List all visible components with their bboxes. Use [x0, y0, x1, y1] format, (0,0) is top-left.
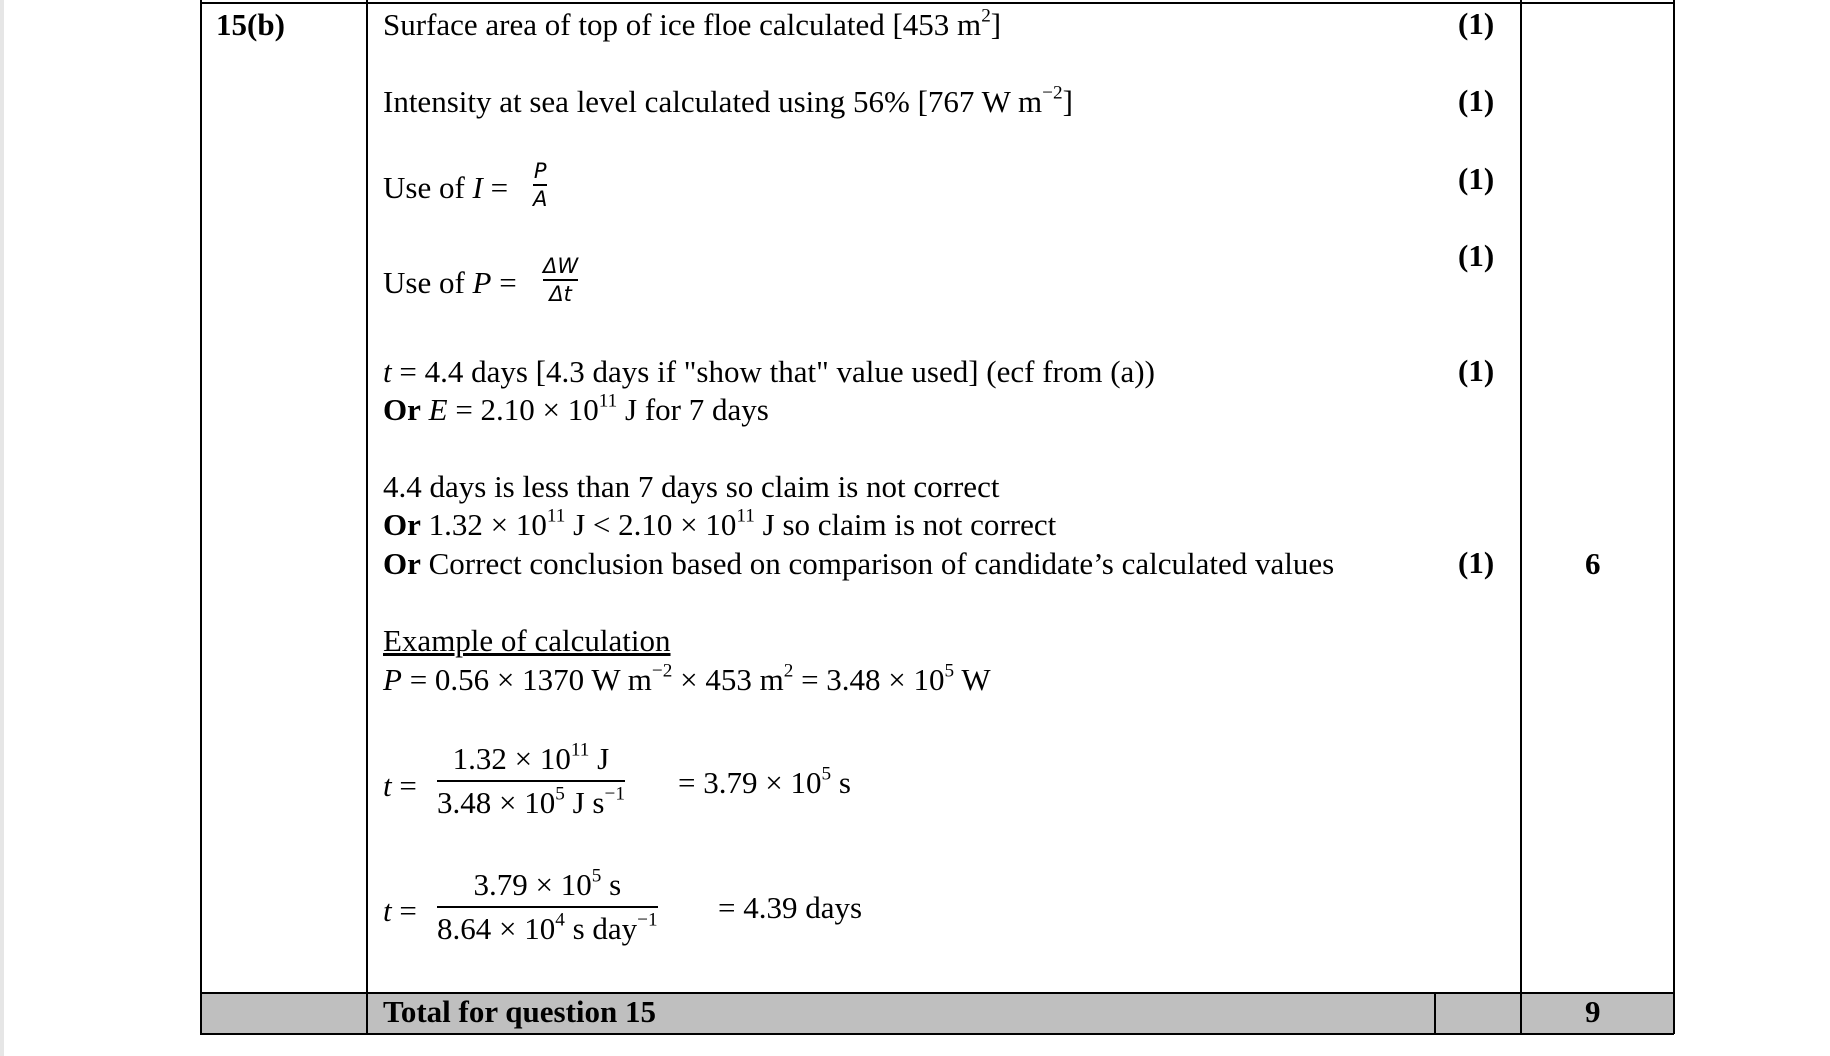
answer-text: 1.32 × 10: [420, 507, 547, 542]
superscript: 4: [555, 909, 565, 931]
table-bottom-border: [200, 1033, 1674, 1035]
superscript: 11: [570, 739, 590, 761]
column-border-question: [366, 0, 368, 1034]
answer-text: = 2.10 × 10: [447, 392, 599, 427]
column-border-answer-total: [1434, 992, 1436, 1034]
fraction-numerator: [453, 738, 610, 780]
answer-line-conclusion-alt-1: [383, 506, 1056, 544]
answer-text: J < 2.10 × 10: [565, 507, 737, 542]
equals-sign: =: [391, 893, 417, 928]
equation-text: = 3.79 × 10: [678, 765, 822, 800]
variable-p: P: [383, 662, 402, 697]
answer-line-conclusion-alt-2: [383, 545, 1334, 583]
equals-sign: =: [391, 768, 417, 803]
fraction-text: s day: [564, 911, 638, 946]
fraction-denominator: Δt: [549, 282, 572, 306]
equals-sign: =: [482, 170, 509, 205]
example-heading: Example of calculation: [383, 623, 671, 658]
example-time-days-result: [718, 889, 862, 927]
variable-t: t: [383, 768, 392, 803]
fraction-numerator: P: [533, 159, 547, 183]
column-border-left: [200, 0, 202, 1034]
answer-text: Surface area of top of ice floe calculated [453 m: [383, 7, 982, 42]
question-number: 15(b): [216, 7, 285, 42]
mark-1: (1): [1458, 6, 1495, 41]
example-time-seconds-result: [678, 764, 851, 802]
answer-text: Correct conclusion based on comparison of candidate’s calculated values: [420, 546, 1335, 581]
fraction-text: 3.79 × 10: [473, 867, 592, 902]
answer-text: J so claim is not correct: [754, 507, 1057, 542]
fraction-denominator: [437, 908, 658, 950]
answer-line-energy-alternative: [383, 391, 769, 429]
answer-line-intensity: [383, 83, 1073, 121]
superscript: 11: [546, 505, 566, 527]
equation-text: W: [954, 662, 991, 697]
fraction-dw-over-dt: [543, 253, 578, 307]
fraction-text: 1.32 × 10: [452, 741, 571, 776]
superscript: 5: [555, 783, 565, 805]
example-time-days-lhs: [383, 892, 417, 930]
answer-text: Intensity at sea level calculated using 56% [767 W m: [383, 84, 1043, 119]
or-keyword: Or: [383, 507, 421, 542]
fraction-seconds-over-day: [437, 864, 658, 950]
equation-text: = 3.48 × 10: [793, 662, 945, 697]
fraction-text: 8.64 × 10: [437, 911, 556, 946]
answer-line-use-of-i: [383, 169, 508, 207]
answer-line-time-days: [383, 353, 1155, 391]
answer-text: Use of: [383, 265, 473, 300]
or-keyword: Or: [383, 546, 421, 581]
example-time-seconds-lhs: [383, 767, 417, 805]
equation-text: × 453 m: [672, 662, 784, 697]
superscript: −2: [651, 660, 673, 682]
superscript: 5: [944, 660, 955, 682]
fraction-p-over-a: [533, 158, 547, 212]
column-border-right: [1673, 0, 1675, 1034]
superscript: 5: [821, 763, 832, 785]
answer-line-surface-area: [383, 6, 1001, 44]
mark-2: (1): [1458, 83, 1495, 118]
superscript: −1: [637, 909, 658, 931]
variable-e: E: [420, 392, 448, 427]
fraction-denominator: A: [533, 187, 548, 211]
variable-t: t: [383, 354, 392, 389]
mark-5: (1): [1458, 353, 1495, 388]
superscript: 11: [598, 390, 618, 412]
equation-text: s: [831, 765, 851, 800]
answer-text: = 4.4 days [4.3 days if "show that" value used] (ecf from (a)): [391, 354, 1155, 389]
equals-sign: =: [491, 265, 517, 300]
fraction-text: J s: [564, 785, 605, 820]
mark-6: (1): [1458, 545, 1495, 580]
superscript: −1: [604, 783, 625, 805]
variable-i: I: [472, 170, 483, 205]
equation-text: = 4.39 days: [718, 890, 863, 925]
or-keyword: Or: [383, 392, 421, 427]
answer-line-conclusion: [383, 468, 999, 506]
variable-p: P: [472, 265, 492, 300]
table-top-border: [200, 2, 1674, 4]
answer-text: ]: [1062, 84, 1073, 119]
column-border-marks: [1520, 0, 1522, 1034]
answer-text: J for 7 days: [617, 392, 769, 427]
answer-text: Use of: [383, 170, 473, 205]
fraction-text: J: [589, 741, 610, 776]
answer-text: ]: [990, 7, 1002, 42]
fraction-text: s: [601, 867, 622, 902]
superscript: 2: [783, 660, 794, 682]
equation-text: = 0.56 × 1370 W m: [401, 662, 652, 697]
mark-4: (1): [1458, 238, 1495, 273]
variable-t: t: [383, 893, 392, 928]
superscript: 5: [591, 865, 602, 887]
part-total-marks: 6: [1585, 546, 1601, 581]
fraction-numerator: [473, 864, 621, 906]
total-label: Total for question 15: [383, 994, 657, 1029]
answer-line-use-of-p: [383, 264, 517, 302]
superscript: 2: [981, 5, 991, 27]
mark-3: (1): [1458, 161, 1495, 196]
fraction-text: 3.48 × 10: [437, 785, 556, 820]
fraction-energy-over-power: [437, 738, 625, 824]
superscript: −2: [1042, 82, 1063, 104]
fraction-denominator: [437, 782, 625, 824]
total-marks: 9: [1585, 994, 1601, 1029]
example-power-equation: [383, 661, 991, 699]
superscript: 11: [736, 505, 755, 527]
fraction-numerator: ΔW: [543, 254, 579, 278]
answer-text: 4.4 days is less than 7 days so claim is not correct: [383, 469, 1000, 504]
